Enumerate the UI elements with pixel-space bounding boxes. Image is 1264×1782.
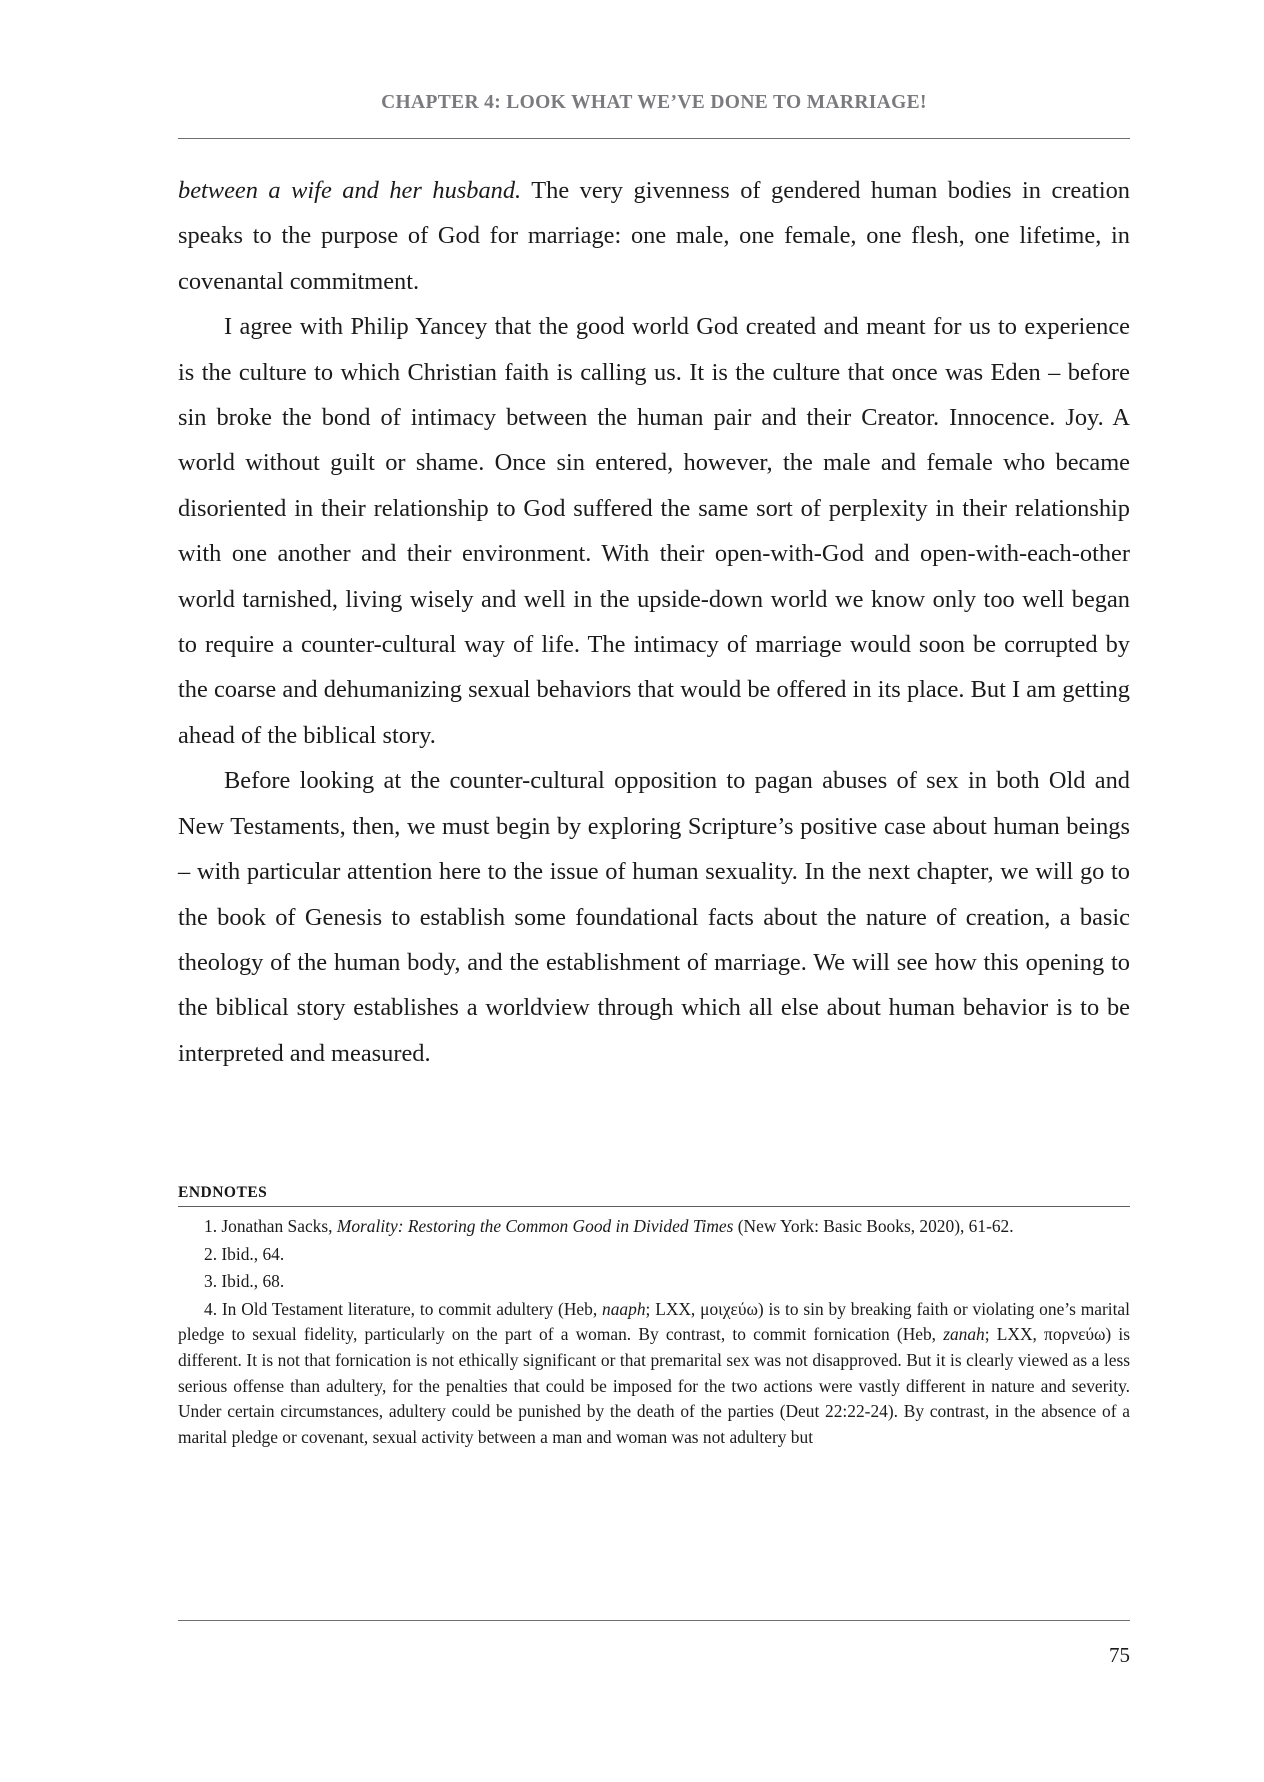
endnotes-section (178, 1184, 1130, 1453)
endnote-text-pre: Ibid., 68. (217, 1271, 285, 1292)
endnote-number: 4. (204, 1298, 218, 1319)
running-head: CHAPTER 4: LOOK WHAT WE’VE DONE TO MARRIAGE! (381, 92, 927, 113)
endnote-item-4 (178, 1297, 1130, 1451)
endnote-text-pre: Jonathan Sacks, (217, 1216, 337, 1236)
italic-lead-phrase: between a wife and her husband. (178, 177, 522, 204)
hebrew-term-naaph: naaph (602, 1298, 646, 1319)
endnote-segment-1: In Old Testament literature, to commit adultery (Heb, (217, 1298, 603, 1319)
footer-rule (178, 1620, 1130, 1621)
paragraph-1-text: The very givenness of gendered human bodies in creation speaks to the purpose of God for marriage: one male, one female, one flesh, one lifetime, in covenantal commitment. (178, 177, 1130, 295)
endnotes-heading: ENDNOTES (178, 1184, 268, 1201)
hebrew-term-zanah: zanah (943, 1324, 985, 1345)
page-number: 75 (1109, 1643, 1130, 1667)
endnote-segment-3: ; LXX, πορνεύω) is different. It is not that fornication is not ethically significant or that premarital sex was not disapproved. But it is clearly viewed as a less serious offense than adultery, for the penalties that could be imposed for the two actions were vastly different in nature and severity. Under certain circumstances, adultery could be punished by the death of the parties (Deut 22:22-24). By contrast, in the absence of a marital pledge or covenant, sexual activity between a man and woman was not adultery but (178, 1324, 1131, 1447)
endnote-item-1 (178, 1214, 1130, 1240)
endnote-number: 3. (204, 1271, 218, 1292)
endnotes-rule (178, 1206, 1130, 1207)
paragraph-3: Before looking at the counter-cultural opposition to pagan abuses of sex in both Old and New Testaments, then, we must begin by exploring Scripture’s positive case about human beings – with particular attention here to the issue of human sexuality. In the next chapter, we will go to the book of Genesis to establish some foundational facts about the nature of creation, a basic theology of the human body, and the establishment of marriage. We will see how this opening to the biblical story establishes a worldview through which all else about human behavior is to be interpreted and measured. (178, 767, 1130, 1067)
endnote-title-italic: Morality: Restoring the Common Good in Divided Times (336, 1216, 734, 1236)
endnote-text-pre: Ibid., 64. (217, 1243, 285, 1264)
endnote-number: 1. (204, 1216, 218, 1236)
header-rule (178, 138, 1130, 139)
page-content-frame (178, 0, 1130, 1782)
endnote-item-2 (178, 1242, 1130, 1268)
endnote-text-post: (New York: Basic Books, 2020), 61-62. (733, 1216, 1014, 1236)
body-text-block (178, 168, 1130, 1076)
paragraph-continuation (178, 168, 1130, 304)
endnote-segment-2: ; LXX, μοιχεύω) is to sin by breaking faith or violating one’s marital pledge to sexual fidelity, particularly on the part of a woman. By contrast, to commit fornication (Heb, (178, 1298, 1130, 1345)
paragraph-2: I agree with Philip Yancey that the good world God created and meant for us to experience is the culture to which Christian faith is calling us. It is the culture that once was Eden – before sin broke the bond of intimacy between the human pair and their Creator. Innocence. Joy. A world without guilt or shame. Once sin entered, however, the male and female who became disoriented in their relationship to God suffered the same sort of perplexity in their relationship with one another and their environment. With their open-with-God and open-with-each-other world tarnished, living wisely and well in the upside-down world we know only too well began to require a counter-cultural way of life. The intimacy of marriage would soon be corrupted by the coarse and dehumanizing sexual behaviors that would be offered in its place. But I am getting ahead of the biblical story. (178, 313, 1130, 749)
endnote-item-3 (178, 1269, 1130, 1295)
endnote-number: 2. (204, 1243, 218, 1264)
